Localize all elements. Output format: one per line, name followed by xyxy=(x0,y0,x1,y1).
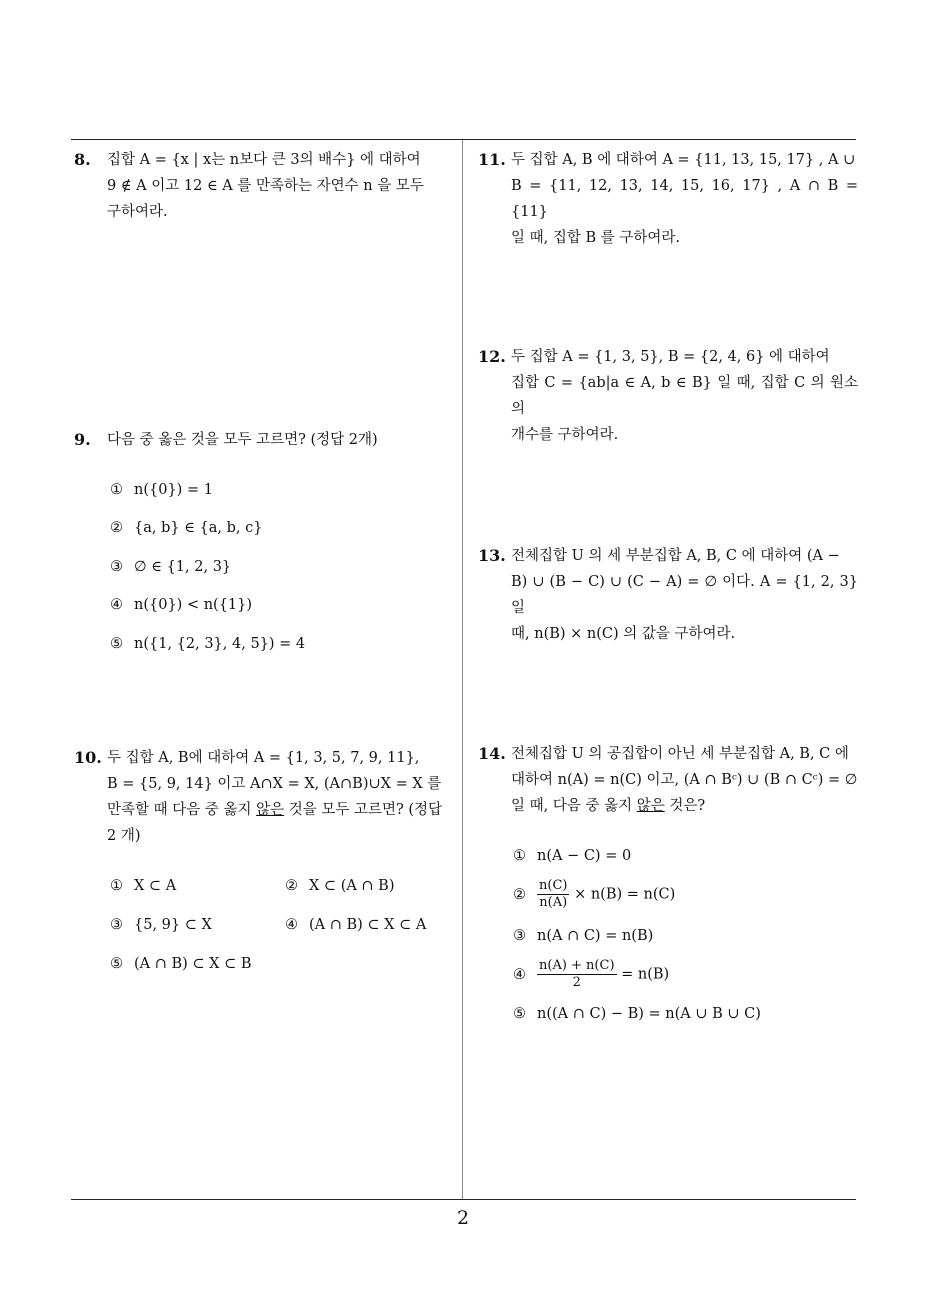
question-number: 12. xyxy=(478,347,506,366)
stem-line: 2 개) xyxy=(107,828,141,844)
question-stem xyxy=(107,745,458,849)
choice-1[interactable]: ① X ⊂ A xyxy=(110,878,177,894)
choice-5[interactable]: ⑤ (A ∩ B) ⊂ X ⊂ B xyxy=(110,956,252,972)
underlined-not: 않은 xyxy=(256,802,285,818)
question-stem xyxy=(511,543,858,647)
stem-line: 9 ∉ A 이고 12 ∈ A 를 만족하는 자연수 n 을 모두 xyxy=(107,178,424,194)
question-14 xyxy=(478,741,858,819)
question-10 xyxy=(74,745,458,849)
question-13 xyxy=(478,543,858,647)
choice-5[interactable]: ⑤ n({1, {2, 3}, 4, 5}) = 4 xyxy=(110,636,306,652)
stem-line: 대하여 n(A) = n(C) 이고, (A ∩ Bᶜ) ∪ (B ∩ Cᶜ) = ∅ xyxy=(511,772,858,788)
stem-line: 집합 C = {ab|a ∈ A, b ∈ B} 일 때, 집합 C 의 원소의 xyxy=(511,375,858,417)
choice-2[interactable]: ② $\frac{n(C)}{n(A)}$ × n(B) = n(C) xyxy=(513,878,676,910)
question-number: 9. xyxy=(74,430,91,449)
question-11 xyxy=(478,147,858,251)
choice-3[interactable]: ③ n(A ∩ C) = n(B) xyxy=(513,928,654,944)
stem-line: 때, n(B) × n(C) 의 값을 구하여라. xyxy=(511,626,736,642)
stem-line: 구하여라. xyxy=(107,204,168,220)
choice-5[interactable]: ⑤ n((A ∩ C) − B) = n(A ∪ B ∪ C) xyxy=(513,1006,761,1022)
question-stem xyxy=(511,741,858,819)
question-stem xyxy=(107,427,458,453)
page-number: 2 xyxy=(456,1207,470,1229)
bottom-rule xyxy=(71,1199,856,1200)
choice-2[interactable]: ② {a, b} ∈ {a, b, c} xyxy=(110,520,263,536)
stem-line: 일 때, 집합 B 를 구하여라. xyxy=(511,230,680,246)
choice-1[interactable]: ① n(A − C) = 0 xyxy=(513,848,632,864)
stem-line: B) ∪ (B − C) ∪ (C − A) = ∅ 이다. A = {1, 2, 3} 일 xyxy=(511,574,858,616)
question-number: 13. xyxy=(478,546,506,565)
question-number: 10. xyxy=(74,748,102,767)
choice-3[interactable]: ③ {5, 9} ⊂ X xyxy=(110,917,212,933)
question-stem xyxy=(107,147,458,225)
stem-line: B = {5, 9, 14} 이고 A∩X = X, (A∩B)∪X = X 를 xyxy=(107,776,442,792)
question-9 xyxy=(74,427,458,453)
fraction: $\frac{n(A) + n(C)}{2}$ xyxy=(539,958,615,990)
stem-line: 개수를 구하여라. xyxy=(511,427,619,443)
fraction: $\frac{n(C)}{n(A)}$ xyxy=(539,878,568,910)
stem-line: 다음 중 옳은 것을 모두 고르면? (정답 2개) xyxy=(107,432,378,448)
stem-line: 두 집합 A, B에 대하여 A = {1, 3, 5, 7, 9, 11}, xyxy=(107,750,420,766)
choice-4[interactable]: ④ (A ∩ B) ⊂ X ⊂ A xyxy=(285,917,427,933)
stem-line: 일 때, 다음 중 옳지 않은 것은? xyxy=(511,798,706,814)
underlined-not: 않은 xyxy=(636,798,665,814)
question-stem xyxy=(511,344,858,448)
choice-3[interactable]: ③ ∅ ∈ {1, 2, 3} xyxy=(110,559,232,575)
question-number: 8. xyxy=(74,150,91,169)
question-stem xyxy=(511,147,858,251)
stem-line: 만족할 때 다음 중 옳지 않은 것을 모두 고르면? (정답 xyxy=(107,802,443,818)
choice-4[interactable]: ④ $\frac{n(A) + n(C)}{2}$ = n(B) xyxy=(513,958,670,990)
question-number: 11. xyxy=(478,150,506,169)
choice-4[interactable]: ④ n({0}) < n({1}) xyxy=(110,597,253,613)
stem-line: 집합 A = {x | x는 n보다 큰 3의 배수} 에 대하여 xyxy=(107,152,421,168)
stem-line: 전체집합 U 의 공집합이 아닌 세 부분집합 A, B, C 에 xyxy=(511,746,849,762)
choice-1[interactable]: ① n({0}) = 1 xyxy=(110,482,213,498)
stem-line: 두 집합 A, B 에 대하여 A = {11, 13, 15, 17} , A ∪ xyxy=(511,152,856,168)
top-rule xyxy=(71,139,856,140)
stem-line: 두 집합 A = {1, 3, 5}, B = {2, 4, 6} 에 대하여 xyxy=(511,349,830,365)
question-8 xyxy=(74,147,458,225)
question-12 xyxy=(478,344,858,448)
stem-line: 전체집합 U 의 세 부분집합 A, B, C 에 대하여 (A − xyxy=(511,548,840,564)
column-divider xyxy=(462,140,463,1199)
question-number: 14. xyxy=(478,744,506,763)
stem-line: B = {11, 12, 13, 14, 15, 16, 17} , A ∩ B = {11} xyxy=(511,178,858,220)
choice-2[interactable]: ② X ⊂ (A ∩ B) xyxy=(285,878,395,894)
